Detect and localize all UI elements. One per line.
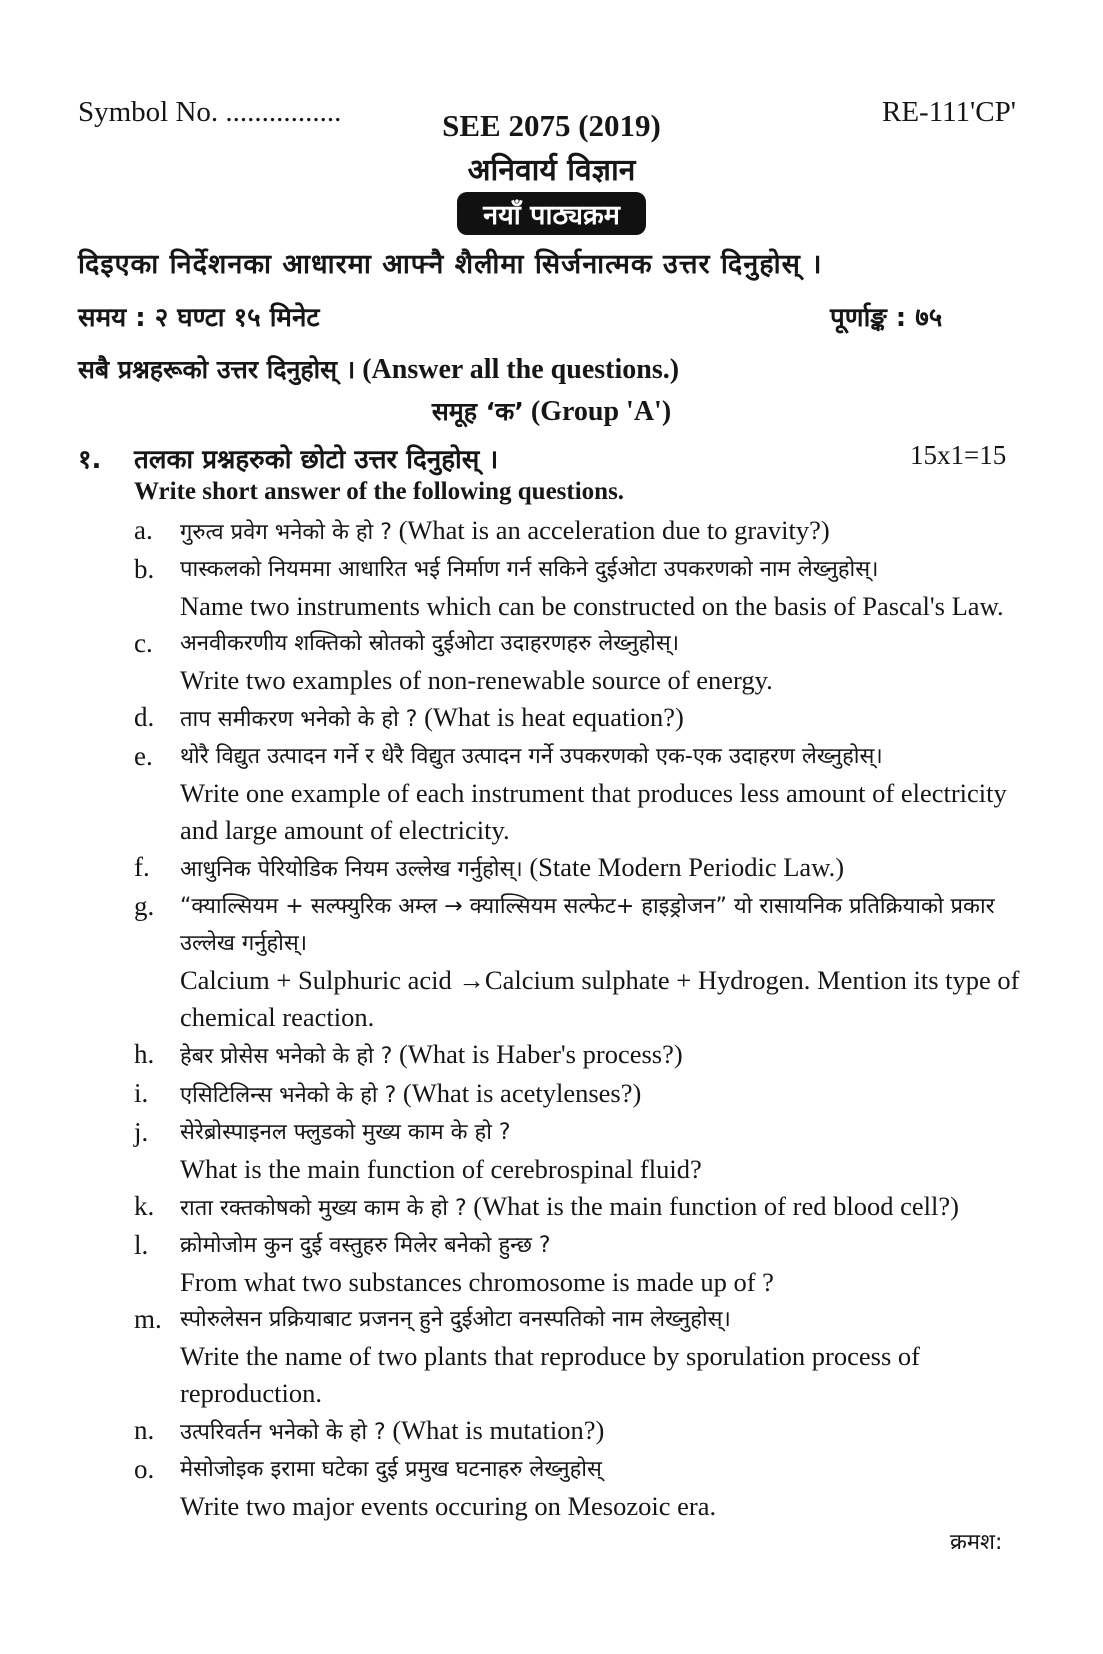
- group-en: (Group 'A'): [530, 396, 672, 427]
- question-item: [134, 551, 1034, 625]
- question-item-np: हेबर प्रोसेस भनेको के हो ?: [180, 1044, 393, 1069]
- question-item-np: सेरेब्रोस्पाइनल फ्लुडको मुख्य काम के हो ?: [180, 1120, 511, 1145]
- question-item: [134, 1451, 1034, 1525]
- question-item-np: आधुनिक पेरियोडिक नियम उल्लेख गर्नुहोस्।: [180, 857, 523, 882]
- answer-all-en: (Answer all the questions.): [362, 354, 680, 385]
- curriculum-badge-wrap: [0, 192, 1103, 235]
- question-item: [134, 1188, 1034, 1227]
- question-item: [134, 888, 1034, 1036]
- question-item-letter: n.: [134, 1415, 155, 1445]
- continued-note: क्रमश:: [950, 1530, 1003, 1555]
- question-item-en: (What is mutation?): [392, 1415, 605, 1445]
- question-item-letter: f.: [134, 852, 150, 882]
- question-item-np: अनवीकरणीय शक्तिको स्रोतको दुईओटा उदाहरणहरु लेख्नुहोस्।: [180, 631, 680, 656]
- question-item-letter: d.: [134, 702, 155, 732]
- question-item-en: Write one example of each instrument that produces less amount of electricity and large amount of electricity.: [180, 778, 1007, 845]
- question-item-letter: h.: [134, 1039, 155, 1069]
- group-np: समूह ‘क’: [431, 397, 524, 426]
- question-item-np: थोरै विद्युत उत्पादन गर्ने र धेरै विद्युत उत्पादन गर्ने उपकरणको एक-एक उदाहरण लेख्नुहोस्।: [180, 744, 883, 769]
- question-item-letter: a.: [134, 515, 153, 545]
- curriculum-badge: नयाँ पाठ्यक्रम: [457, 192, 646, 235]
- exam-title: SEE 2075 (2019): [442, 108, 661, 143]
- question-title-np: तलका प्रश्नहरुको छोटो उत्तर दिनुहोस् ।: [134, 445, 499, 475]
- question-item: [134, 1036, 1034, 1075]
- question-item: [134, 512, 1034, 551]
- question-list: [134, 512, 1034, 1525]
- question-item-letter: c.: [134, 628, 153, 658]
- question-item: [134, 1412, 1034, 1451]
- question-item: [134, 1075, 1034, 1114]
- question-item: [134, 1301, 1034, 1412]
- full-marks: पूर्णाङ्क : ७५: [830, 303, 943, 333]
- answer-all-np: सबै प्रश्नहरूको उत्तर दिनुहोस् ।: [78, 355, 356, 384]
- question-item-en: (What is heat equation?): [424, 702, 684, 732]
- question-item: [134, 699, 1034, 738]
- exam-time: समय : २ घण्टा १५ मिनेट: [78, 303, 320, 333]
- question-item-en: (What is Haber's process?): [399, 1039, 683, 1069]
- question-item-letter: m.: [134, 1304, 162, 1334]
- question-item-letter: e.: [134, 741, 153, 771]
- question-item-np: स्पोरुलेसन प्रक्रियाबाट प्रजनन् हुने दुईओटा वनस्पतिको नाम लेख्नुहोस्।: [180, 1307, 731, 1332]
- subject-title: अनिवार्य विज्ञान: [467, 153, 636, 188]
- question-item-letter: b.: [134, 554, 155, 584]
- question-item: [134, 738, 1034, 849]
- question-item-en: (What is the main function of red blood cell?): [473, 1191, 959, 1221]
- group-heading: [0, 394, 1103, 428]
- question-item-en: Name two instruments which can be constructed on the basis of Pascal's Law.: [180, 591, 1004, 621]
- question-item-letter: j.: [134, 1117, 149, 1147]
- paper-code: RE-111'CP': [882, 96, 1016, 128]
- question-item-letter: k.: [134, 1191, 155, 1221]
- question-item-np: “क्याल्सियम + सल्फ्युरिक अम्ल → क्याल्सियम सल्फेट+ हाइड्रोजन” यो रासायनिक प्रतिक्रियाको प्रकार उल्लेख गर्नुहोस्।: [180, 894, 995, 956]
- symbol-number: Symbol No. ................: [78, 96, 342, 128]
- question-item-np: पास्कलको नियममा आधारित भई निर्माण गर्न सकिने दुईओटा उपकरणको नाम लेख्नुहोस्।: [180, 557, 879, 582]
- question-item-line: [180, 849, 1034, 888]
- question-item-en: What is the main function of cerebrospinal fluid?: [180, 1154, 702, 1184]
- question-item-letter: g.: [134, 891, 155, 921]
- question-title-en: Write short answer of the following questions.: [134, 478, 625, 505]
- question-item-en: (What is an acceleration due to gravity?): [398, 515, 830, 545]
- question-number: १.: [78, 445, 102, 475]
- question-item-line: [180, 699, 1034, 738]
- question-item: [134, 625, 1034, 699]
- answer-all-instruction: [78, 352, 679, 386]
- question-item-line: [180, 512, 1034, 551]
- question-item-en: Calcium + Sulphuric acid →Calcium sulphate + Hydrogen. Mention its type of chemical reaction.: [180, 965, 1020, 1032]
- question-item-np: एसिटिलिन्स भनेको के हो ?: [180, 1083, 397, 1108]
- question-item-letter: l.: [134, 1230, 149, 1260]
- question-item-en: Write two major events occuring on Mesozoic era.: [180, 1491, 717, 1521]
- question-item-np: गुरुत्व प्रवेग भनेको के हो ?: [180, 520, 392, 545]
- general-instruction: दिइएका निर्देशनका आधारमा आफ्नै शैलीमा सिर्जनात्मक उत्तर दिनुहोस् ।: [78, 249, 823, 280]
- question-item-np: क्रोमोजोम कुन दुई वस्तुहरु मिलेर बनेको हुन्छ ?: [180, 1233, 551, 1258]
- question-item-letter: o.: [134, 1454, 155, 1484]
- question-item-line: [180, 1075, 1034, 1114]
- question-item-line: [180, 1188, 1034, 1227]
- question-item-line: [180, 1036, 1034, 1075]
- question-item-en: (State Modern Periodic Law.): [529, 852, 845, 882]
- question-item: [134, 1114, 1034, 1188]
- question-item-letter: i.: [134, 1078, 149, 1108]
- question-item-en: Write the name of two plants that reproduce by sporulation process of reproduction.: [180, 1341, 920, 1408]
- question-item-en: From what two substances chromosome is made up of ?: [180, 1267, 774, 1297]
- question-marks: 15x1=15: [910, 440, 1007, 470]
- question-item-np: ताप समीकरण भनेको के हो ?: [180, 707, 418, 732]
- question-item: [134, 1227, 1034, 1301]
- question-item-en: Write two examples of non-renewable source of energy.: [180, 665, 773, 695]
- question-item-np: मेसोजोइक इरामा घटेका दुई प्रमुख घटनाहरु लेख्नुहोस्: [180, 1457, 602, 1482]
- question-item-np: राता रक्तकोषको मुख्य काम के हो ?: [180, 1196, 467, 1221]
- question-item: [134, 849, 1034, 888]
- question-item-en: (What is acetylenses?): [402, 1078, 642, 1108]
- question-item-line: [180, 1412, 1034, 1451]
- question-item-np: उत्परिवर्तन भनेको के हो ?: [180, 1420, 386, 1445]
